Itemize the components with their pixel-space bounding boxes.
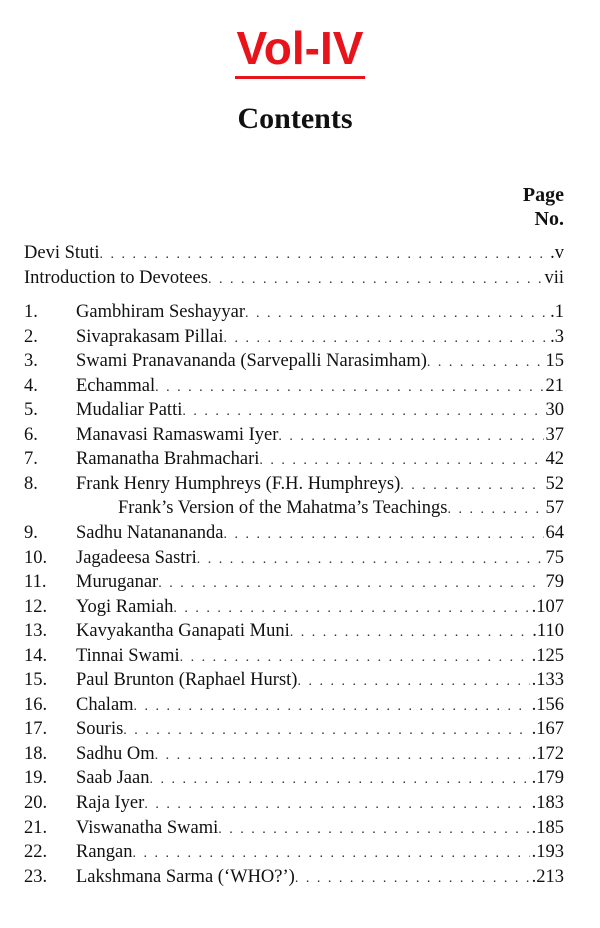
toc-entry-row <box>24 668 564 692</box>
toc-entry-page: .125 <box>531 646 564 666</box>
toc-entry-row <box>24 865 564 889</box>
toc-entry-row <box>24 447 564 471</box>
toc-entry-row <box>24 325 564 349</box>
leader-dots <box>400 474 543 498</box>
toc-entry-number: 8. <box>24 474 38 494</box>
toc-entry-page: .133 <box>531 670 564 690</box>
toc-entry-page: .156 <box>531 695 564 715</box>
toc-entry-page: .179 <box>531 768 564 788</box>
toc-entry-title: Mudaliar Patti <box>76 400 183 420</box>
toc-entry-page: 52 <box>545 474 564 494</box>
toc-entry-page: .3 <box>550 327 564 347</box>
toc-entry-row <box>24 644 564 668</box>
toc-entry-title: Gambhiram Seshayyar <box>76 302 246 322</box>
toc-entry-page: 79 <box>545 572 564 592</box>
toc-entry-title: Jagadeesa Sastri <box>76 548 197 568</box>
toc-entry-title: Sadhu Om <box>76 744 155 764</box>
toc-entry-title: Sivaprakasam Pillai <box>76 327 224 347</box>
leader-dots <box>208 268 543 292</box>
toc-entry-page: .183 <box>531 793 564 813</box>
leader-dots <box>223 327 548 351</box>
toc-entry-title: Muruganar <box>76 572 159 592</box>
page-label: Page <box>522 184 564 206</box>
volume-heading <box>0 22 600 79</box>
leader-dots <box>259 449 543 473</box>
toc-entry-number: 17. <box>24 719 48 739</box>
toc-entry-row <box>24 472 564 496</box>
toc-entry-title: Tinnai Swami <box>76 646 180 666</box>
toc-entry-row <box>24 300 564 324</box>
toc-entry-row <box>24 546 564 570</box>
toc-entry-number: 10. <box>24 548 48 568</box>
leader-dots <box>427 351 544 375</box>
toc-entry-title: Yogi Ramiah <box>76 597 174 617</box>
leader-dots <box>134 695 530 719</box>
toc-entry-page: .193 <box>531 842 564 862</box>
toc-entry-number: 5. <box>24 400 38 420</box>
toc-entry-number: 21. <box>24 818 48 838</box>
toc-subentry-row <box>24 496 564 520</box>
toc-entry-row <box>24 521 564 545</box>
leader-dots <box>155 744 530 768</box>
toc-entry-row <box>24 742 564 766</box>
toc-entry-title: Manavasi Ramaswami Iyer <box>76 425 279 445</box>
toc-entry-row <box>24 791 564 815</box>
leader-dots <box>180 646 530 670</box>
toc-entry-title: Paul Brunton (Raphael Hurst) <box>76 670 298 690</box>
toc-entry-row <box>24 816 564 840</box>
toc-entry-page: .172 <box>531 744 564 764</box>
toc-entry-row <box>24 374 564 398</box>
toc-entry-page: 15 <box>545 351 564 371</box>
toc-entry-number: 7. <box>24 449 38 469</box>
toc-entry-number: 15. <box>24 670 48 690</box>
toc-entry-row <box>24 398 564 422</box>
leader-dots <box>158 572 543 596</box>
toc-entry-number: 12. <box>24 597 48 617</box>
toc-entry-row <box>24 717 564 741</box>
toc-entry-page: 75 <box>545 548 564 568</box>
toc-entry-title: Viswanatha Swami <box>76 818 219 838</box>
toc-entry-page: .110 <box>532 621 564 641</box>
toc-entry-title: Introduction to Devotees <box>24 268 208 288</box>
leader-dots <box>149 768 529 792</box>
leader-dots <box>173 597 529 621</box>
leader-dots <box>133 842 530 866</box>
page-title: Contents <box>237 102 353 135</box>
toc-entry-page: 37 <box>545 425 564 445</box>
leader-dots <box>245 302 548 326</box>
toc-entry-row <box>24 619 564 643</box>
leader-dots <box>290 621 531 645</box>
toc-entry-title: Frank’s Version of the Mahatma’s Teachings <box>118 498 448 518</box>
toc-entry-page: .185 <box>531 818 564 838</box>
toc-entry-page: .213 <box>531 867 564 887</box>
leader-dots <box>447 498 543 522</box>
toc-entry-title: Sadhu Natanananda <box>76 523 224 543</box>
toc-entry-page: .v <box>550 243 564 263</box>
toc-entry-title: Ramanatha Brahmachari <box>76 449 260 469</box>
toc-entry-number: 2. <box>24 327 38 347</box>
toc-entry-row <box>24 570 564 594</box>
toc-entry-title: Swami Pranavananda (Sarvepalli Narasimham) <box>76 351 427 371</box>
volume-label: Vol-IV <box>235 22 366 79</box>
toc-entry-title: Chalam <box>76 695 134 715</box>
toc-entry-page: .167 <box>531 719 564 739</box>
toc-entry-page: 64 <box>545 523 564 543</box>
toc-entry-number: 6. <box>24 425 38 445</box>
toc-entry-page: 57 <box>545 498 564 518</box>
toc-entry-row <box>24 349 564 373</box>
toc-entry-title: Rangan <box>76 842 133 862</box>
toc-entry-page: 42 <box>545 449 564 469</box>
toc-entry-number: 4. <box>24 376 38 396</box>
leader-dots <box>197 548 544 572</box>
leader-dots <box>223 523 543 547</box>
toc-entry-title: Echammal <box>76 376 156 396</box>
toc-entry-number: 14. <box>24 646 48 666</box>
toc-entry-row <box>24 693 564 717</box>
toc-entry-number: 23. <box>24 867 48 887</box>
leader-dots <box>218 818 529 842</box>
toc-entry-title: Saab Jaan <box>76 768 150 788</box>
toc-entry-number: 20. <box>24 793 48 813</box>
leader-dots <box>278 425 543 449</box>
leader-dots <box>182 400 543 424</box>
leader-dots <box>295 867 530 891</box>
toc-entry-row <box>24 423 564 447</box>
toc-entry-page: vii <box>544 268 564 288</box>
number-label: No. <box>534 208 564 230</box>
toc-entry-title: Frank Henry Humphreys (F.H. Humphreys) <box>76 474 401 494</box>
toc-front-row <box>24 266 564 290</box>
toc-front-row <box>24 241 564 265</box>
toc-entry-number: 1. <box>24 302 38 322</box>
toc-entry-title: Lakshmana Sarma (‘WHO?’) <box>76 867 295 887</box>
toc-entry-number: 22. <box>24 842 48 862</box>
leader-dots <box>155 376 543 400</box>
toc-entry-number: 9. <box>24 523 38 543</box>
leader-dots <box>144 793 529 817</box>
page-number-heading <box>523 183 564 231</box>
toc-entry-number: 13. <box>24 621 48 641</box>
leader-dots <box>297 670 529 694</box>
toc-entry-page: .107 <box>531 597 564 617</box>
leader-dots <box>100 243 549 267</box>
toc-entry-number: 18. <box>24 744 48 764</box>
toc-entry-page: .1 <box>550 302 564 322</box>
toc-entry-number: 3. <box>24 351 38 371</box>
toc-entry-page: 30 <box>545 400 564 420</box>
toc-entry-title: Kavyakantha Ganapati Muni <box>76 621 290 641</box>
toc-entry-number: 11. <box>24 572 47 592</box>
toc-entry-row <box>24 840 564 864</box>
toc-entry-title: Devi Stuti <box>24 243 100 263</box>
toc-entry-row <box>24 595 564 619</box>
leader-dots <box>123 719 529 743</box>
toc-entry-number: 16. <box>24 695 48 715</box>
toc-entry-row <box>24 766 564 790</box>
toc-entry-title: Souris <box>76 719 124 739</box>
toc-entry-number: 19. <box>24 768 48 788</box>
toc-entry-page: 21 <box>545 376 564 396</box>
toc-entry-title: Raja Iyer <box>76 793 145 813</box>
